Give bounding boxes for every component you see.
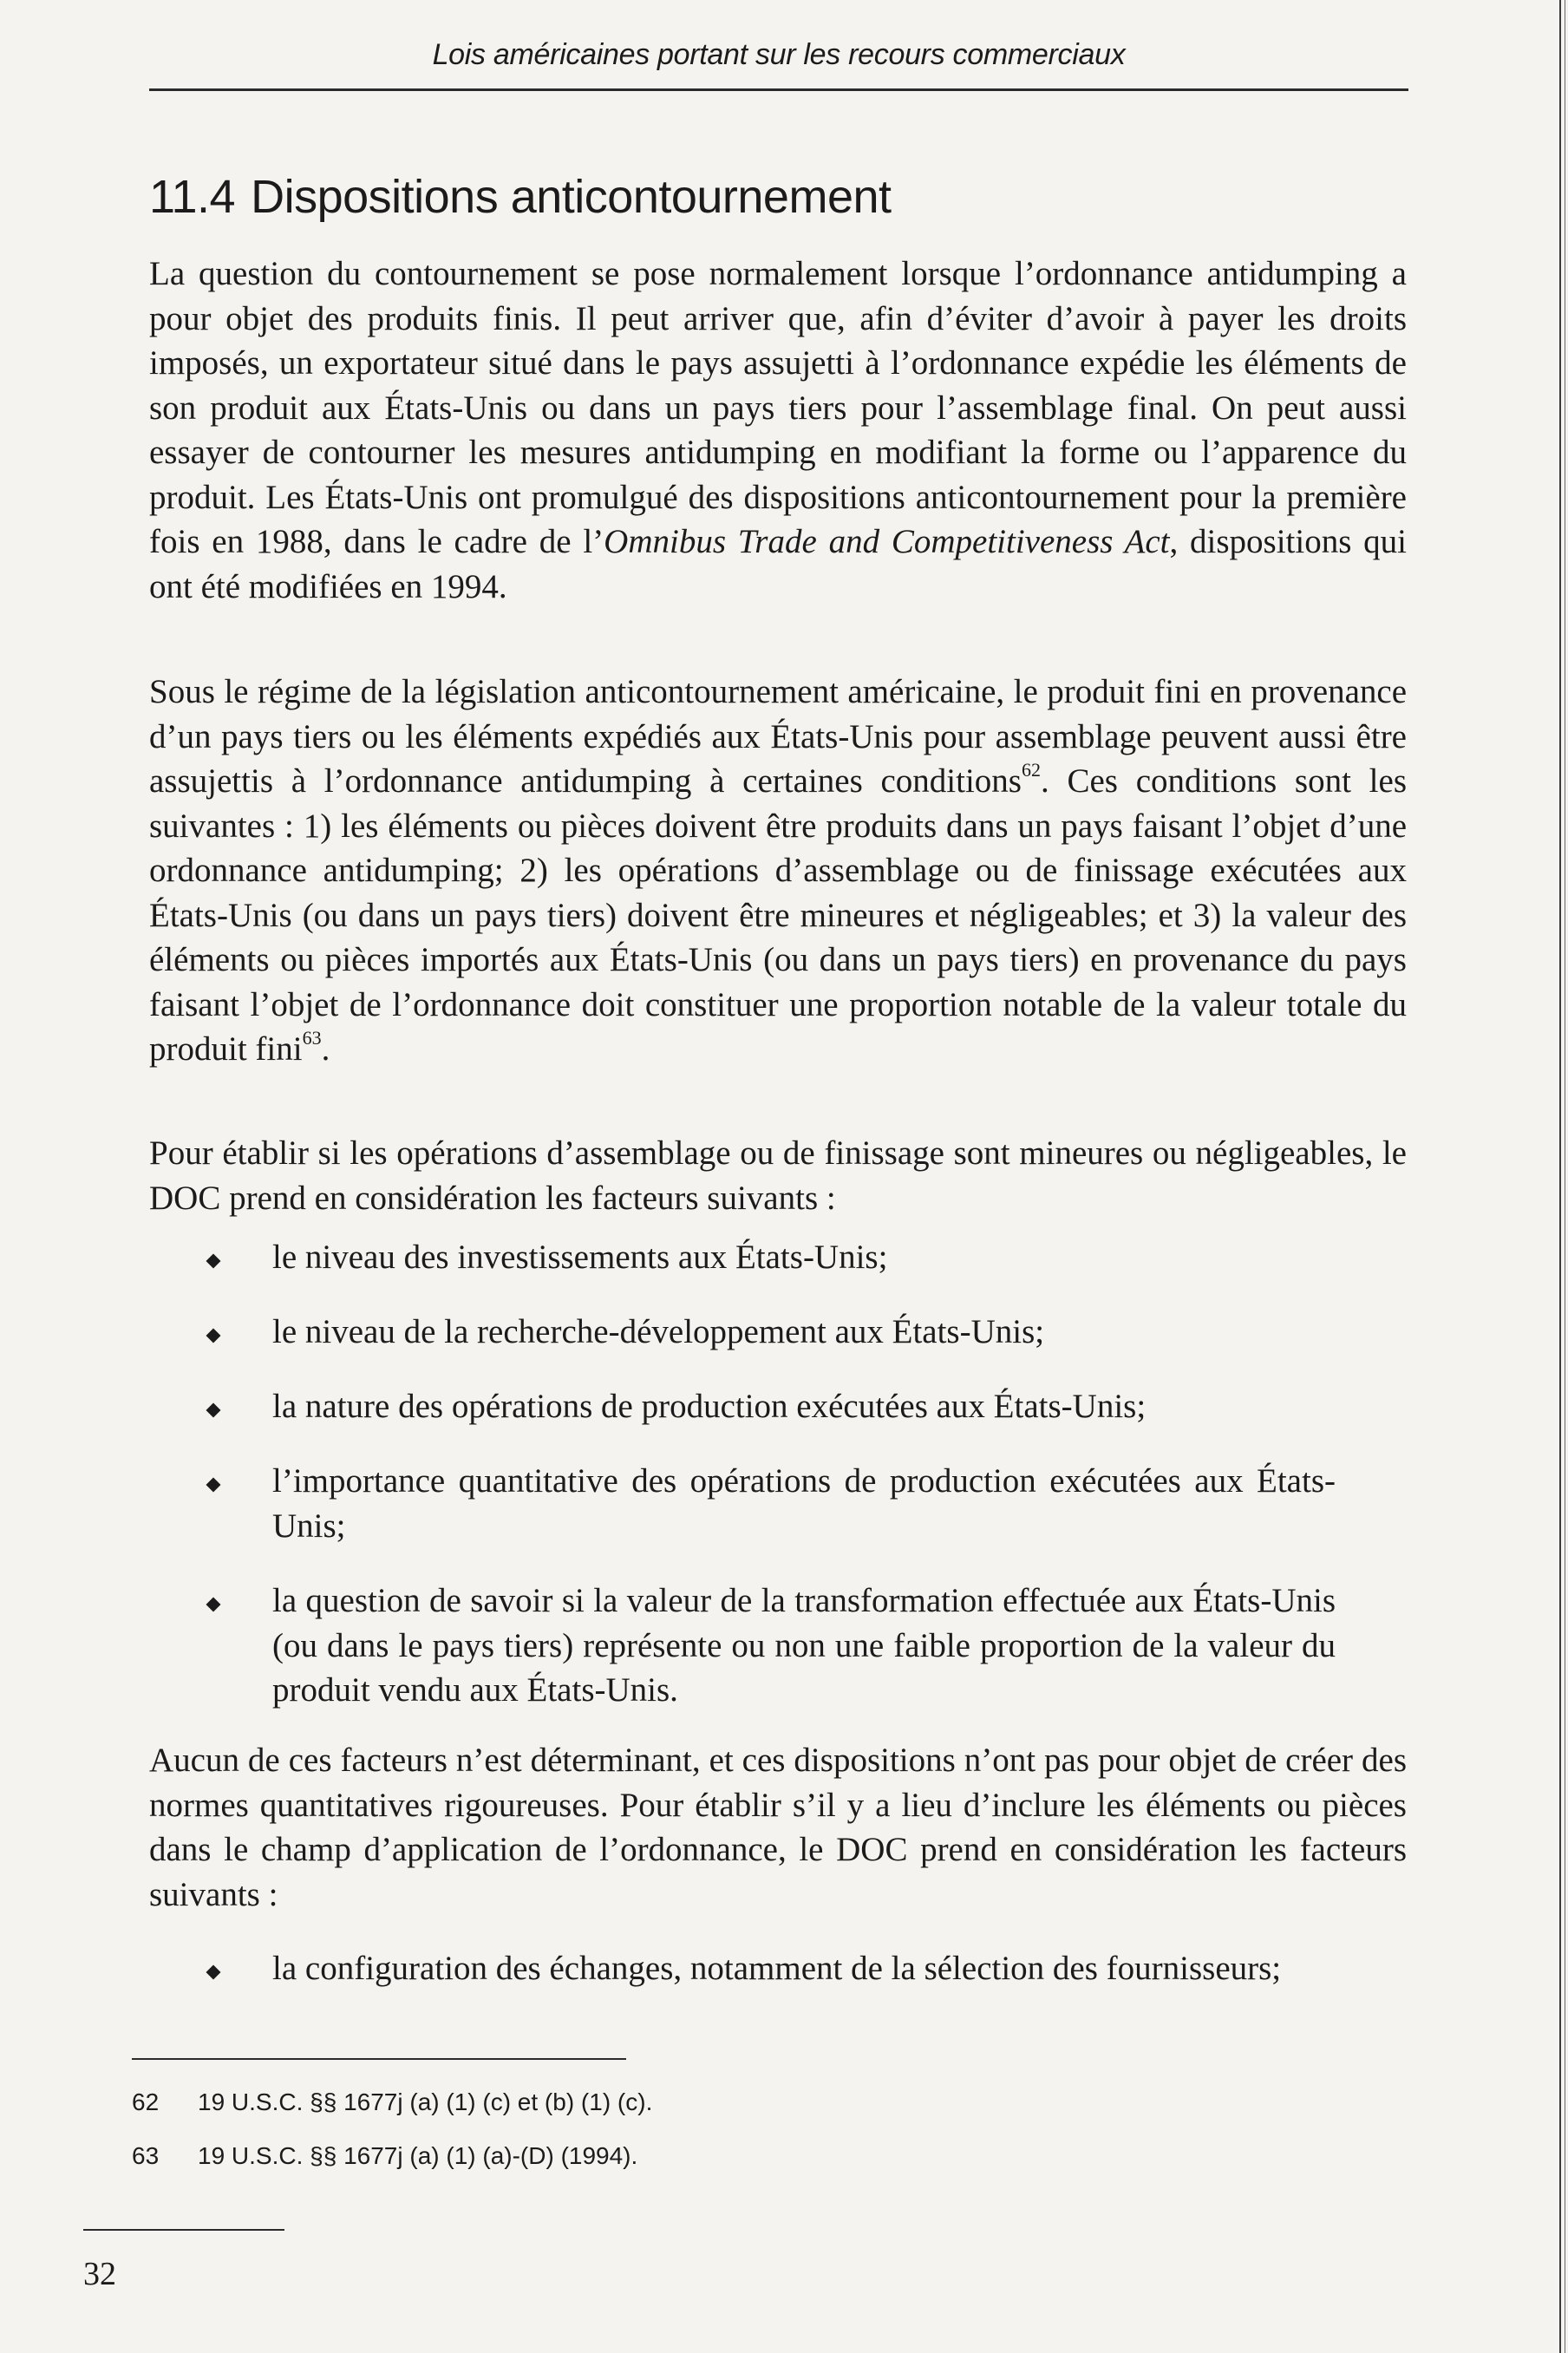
list-item-text: le niveau de la recherche-développement aux États-Unis;	[272, 1313, 1045, 1350]
scan-edge-line	[1559, 0, 1561, 2353]
paragraph-4: Aucun de ces facteurs n’est déterminant, et ces dispositions n’ont pas pour objet de créer des normes quantitatives rigoureuses. Pour établir s’il y a lieu d’inclure les éléments ou pièces dans le champ d’application de l’ordonnance, le DOC prend en considération les facteurs suivants :	[149, 1742, 1407, 1913]
footnote-rule	[132, 2058, 626, 2060]
footnote-ref-63: 63	[302, 1027, 322, 1049]
footnote-62	[132, 2088, 652, 2116]
paragraph-3: Pour établir si les opérations d’assemblage ou de finissage sont mineures ou négligeables, le DOC prend en considération les facteurs suivants :	[149, 1134, 1407, 1217]
bullet-diamond-icon	[206, 1403, 221, 1418]
footnote-number: 62	[132, 2088, 160, 2115]
list-item-text: la configuration des échanges, notamment de la sélection des fournisseurs;	[272, 1950, 1282, 1987]
header-rule	[149, 88, 1408, 91]
section-title	[149, 170, 892, 224]
footnote-number: 63	[132, 2142, 160, 2169]
paragraph-1-end: , dispositions qui ont été modifiées en 1994.	[149, 523, 1408, 605]
list-item-text: le niveau des investissements aux États-Unis;	[272, 1239, 888, 1276]
page-number-rule	[83, 2229, 284, 2231]
footnote-text: 19 U.S.C. §§ 1677j (a) (1) (a)-(D) (1994).	[198, 2142, 638, 2169]
paragraph-2-text-a: Sous le régime de la législation anticontournement américaine, le produit fini en provenance d’un pays tiers ou les éléments expédiés aux États-Unis pour assemblage peuvent aussi être assujettis à l’ordonnance antidumping à certaines conditions	[149, 673, 1407, 800]
running-header: Lois américaines portant sur les recours commerciaux	[432, 38, 1126, 71]
section-title-text: Dispositions anticontournement	[251, 171, 892, 223]
section-number: 11.4	[149, 171, 236, 223]
bullet-diamond-icon	[206, 1329, 221, 1343]
bullet-diamond-icon	[206, 1965, 221, 1980]
bullet-diamond-icon	[206, 1598, 221, 1612]
page-number: 32	[83, 2256, 116, 2292]
list-item-text: la nature des opérations de production exécutées aux États-Unis;	[272, 1388, 1147, 1425]
footnote-ref-62: 62	[1021, 759, 1041, 781]
paragraph-1-text: La question du contournement se pose normalement lorsque l’ordonnance antidumping a pour objet des produits finis. Il peut arriver que, afin d’éviter d’avoir à payer les droits imposés, un exportateur situé dans le pays assujetti à l’ordonnance expédie les éléments de son produit aux États-Unis ou dans un pays tiers pour l’assemblage final. On peut aussi essayer de contourner les mesures antidumping en modifiant la forme ou l’apparence du produit. Les États-Unis ont promulgué des dispositions anticontournement pour la première fois en 1988, dans le cadre de l’	[149, 255, 1407, 560]
footnote-text: 19 U.S.C. §§ 1677j (a) (1) (c) et (b) (1) (c).	[198, 2088, 653, 2115]
footnote-63	[132, 2142, 637, 2170]
act-title: Omnibus Trade and Competitiveness Act	[604, 523, 1170, 560]
list-item-text: la question de savoir si la valeur de la transformation effectuée aux États-Unis (ou dans le pays tiers) représente ou non une faible proportion de la valeur du produit vendu aux États-Unis.	[272, 1582, 1336, 1709]
paragraph-1	[149, 252, 1407, 609]
bullet-diamond-icon	[206, 1254, 221, 1269]
paragraph-2-text-c: .	[321, 1030, 330, 1068]
bullet-diamond-icon	[206, 1478, 221, 1493]
paragraph-2-text-b: . Ces conditions sont les suivantes : 1) les éléments ou pièces doivent être produits dans un pays faisant l’objet d’une ordonnance antidumping; 2) les opérations d’assemblage ou de finissage exécutées aux États-Unis (ou dans un pays tiers) doivent être mineures et négligeables; et 3) la valeur des éléments ou pièces importés aux États-Unis (ou dans un pays tiers) en provenance du pays faisant l’objet de l’ordonnance doit constituer une proportion notable de la valeur totale du produit fini	[149, 762, 1407, 1068]
paragraph-2	[149, 670, 1407, 1072]
list-item-text: l’importance quantitative des opérations de production exécutées aux États-Unis;	[272, 1462, 1336, 1545]
